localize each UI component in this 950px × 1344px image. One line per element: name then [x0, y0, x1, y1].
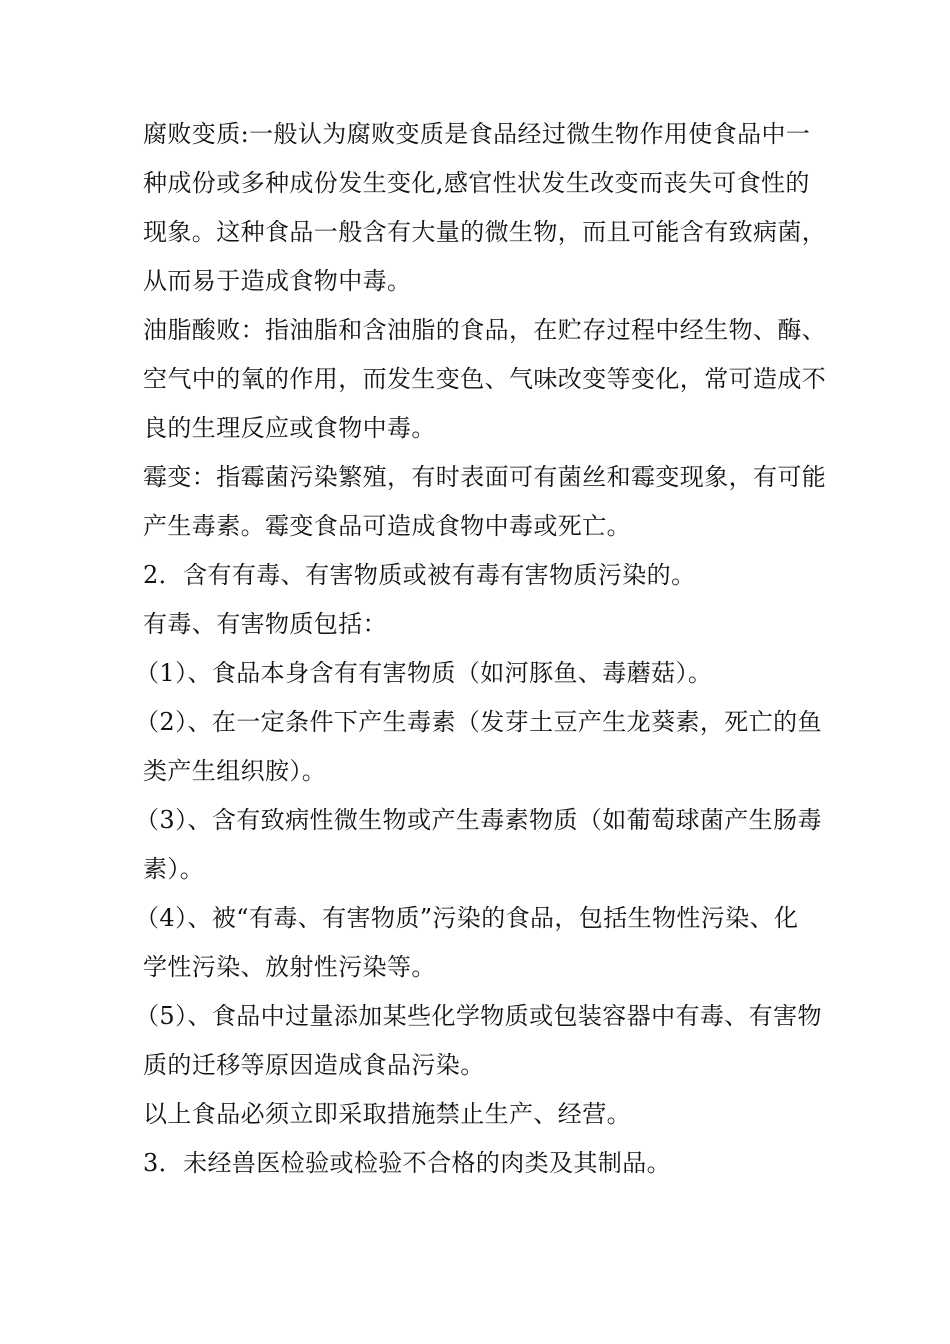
text-line: （4）、被“有毒、有害物质”污染的食品，包括生物性污染、化	[135, 904, 799, 932]
text-line: 学性污染、放射性污染等。	[143, 953, 436, 981]
text-line: 质的迁移等原因造成食品污染。	[143, 1051, 485, 1079]
text-line: 油脂酸败：指油脂和含油脂的食品，在贮存过程中经生物、酶、	[143, 316, 827, 344]
text-line: （3）、含有致病性微生物或产生毒素物质（如葡萄球菌产生肠毒	[135, 806, 822, 834]
text-line: 良的生理反应或食物中毒。	[143, 414, 436, 442]
text-line: 类产生组织胺）。	[143, 757, 327, 785]
text-line: 霉变：指霉菌污染繁殖，有时表面可有菌丝和霉变现象，有可能	[143, 463, 827, 491]
text-line: 3．未经兽医检验或检验不合格的肉类及其制品。	[143, 1149, 672, 1177]
document-body	[135, 110, 827, 1188]
text-line: （2）、在一定条件下产生毒素（发芽土豆产生龙葵素，死亡的鱼	[135, 708, 822, 736]
text-line: 产生毒素。霉变食品可造成食物中毒或死亡。	[143, 512, 631, 540]
text-line: （1）、食品本身含有有害物质（如河豚鱼、毒蘑菇）。	[135, 659, 713, 687]
text-line: （5）、食品中过量添加某些化学物质或包装容器中有毒、有害物	[135, 1002, 822, 1030]
text-line: 有毒、有害物质包括：	[143, 610, 387, 638]
text-line: 空气中的氧的作用，而发生变色、气味改变等变化，常可造成不	[143, 365, 827, 393]
text-line: 2．含有有毒、有害物质或被有毒有害物质污染的。	[143, 561, 696, 589]
text-line: 种成份或多种成份发生变化,感官性状发生改变而丧失可食性的	[143, 169, 810, 197]
text-line: 腐败变质:一般认为腐败变质是食品经过微生物作用使食品中一	[143, 120, 811, 148]
text-line: 素）。	[143, 855, 205, 883]
text-line: 从而易于造成食物中毒。	[143, 267, 412, 295]
text-line: 现象。这种食品一般含有大量的微生物，而且可能含有致病菌，	[143, 218, 827, 246]
text-line: 以上食品必须立即采取措施禁止生产、经营。	[143, 1100, 631, 1128]
